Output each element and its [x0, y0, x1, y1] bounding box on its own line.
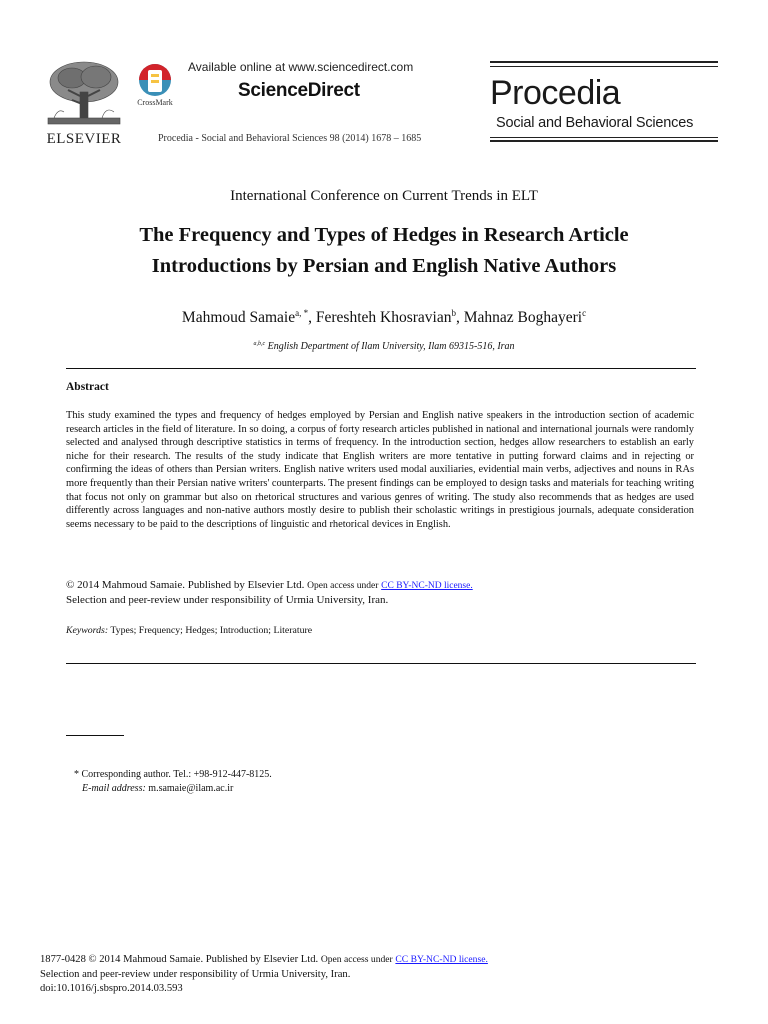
- procedia-bottom-rule-thin: [490, 137, 718, 138]
- divider: [66, 663, 696, 664]
- affiliation-text: English Department of Ilam University, Ilam 69315-516, Iran: [267, 341, 515, 352]
- author-superscript: c: [582, 308, 587, 318]
- paper-title: [60, 220, 708, 282]
- divider: [66, 368, 696, 369]
- procedia-top-rule-thin: [490, 66, 718, 67]
- author-list: [0, 308, 768, 327]
- keywords: [66, 625, 312, 636]
- elsevier-logo: [42, 60, 126, 148]
- procedia-bottom-rule: [490, 140, 718, 142]
- footer-doi[interactable]: doi:10.1016/j.sbspro.2014.03.593: [40, 983, 183, 994]
- footer-open-access: Open access under: [320, 954, 393, 965]
- abstract-heading: Abstract: [66, 381, 109, 393]
- copyright-text: © 2014 Mahmoud Samaie. Published by Elsevier Ltd.: [66, 579, 305, 591]
- author-separator: ,: [308, 309, 316, 326]
- abstract-copyright: [66, 578, 473, 607]
- author-separator: ,: [455, 309, 464, 326]
- procedia-subtitle: Social and Behavioral Sciences: [496, 115, 694, 131]
- keywords-label: Keywords:: [66, 625, 109, 636]
- crossmark-icon: [131, 62, 179, 102]
- corresponding-author-phone: * Corresponding author. Tel.: +98-912-447-8125.: [74, 769, 272, 780]
- footer-license-link[interactable]: CC BY-NC-ND license.: [395, 954, 488, 965]
- page-footer: [40, 953, 488, 997]
- procedia-title: Procedia: [490, 74, 621, 112]
- elsevier-wordmark: ELSEVIER: [46, 131, 122, 147]
- footer-issn-copyright: 1877-0428 © 2014 Mahmoud Samaie. Published by Elsevier Ltd.: [40, 954, 319, 965]
- paper-title-line-2: Introductions by Persian and English Native Authors: [151, 255, 617, 277]
- corresponding-author: [74, 768, 272, 795]
- affiliation: [0, 341, 768, 352]
- procedia-logo: [490, 61, 718, 143]
- author-name: Mahmoud Samaie: [181, 309, 296, 326]
- elsevier-tree-icon: [42, 60, 126, 130]
- crossmark-label: CrossMark: [137, 98, 173, 107]
- open-access-text: Open access under: [307, 581, 379, 591]
- journal-citation: Procedia - Social and Behavioral Sciences 98 (2014) 1678 – 1685: [158, 133, 422, 144]
- sciencedirect-logo: ScienceDirect: [238, 80, 360, 101]
- footer-peer-review: Selection and peer-review under responsibility of Urmia University, Iran.: [40, 968, 351, 980]
- email-label: E-mail address:: [82, 782, 146, 794]
- author-superscript: a, *: [295, 308, 309, 318]
- conference-name: International Conference on Current Trends in ELT: [230, 188, 538, 204]
- procedia-top-rule: [490, 61, 718, 63]
- abstract-text: This study examined the types and frequency of hedges employed by Persian and English native speakers in the introduction section of academic research articles in the field of literature. In so doing, a corpus of forty research articles published in national and international journals were randomly selected and analysed through descriptive statistics in terms of frequency. In the introduction section, hedges allow researchers to establish an early niche for their research. The results of the study indicate that English writers are more tentative in putting forward claims and in rejecting or confirming the ideas of others than Persian writers. English native writers used modal auxiliaries, evidential main verbs, adjectives and nouns in RAs more frequently than their Persian native writers' counterparts. The present findings can be employed to design tasks and materials for teaching writing that focus not only on grammar but also on rhetorical structures and various genres of writing. The study also recommends that as hedges are used differently across languages and non-native authors mostly desire to publish their scholastic writings in prestigious journals, adequate consideration seems necessary to be paid to the descriptions of linguistic and rhetorical devices in English.: [66, 410, 694, 530]
- author-name: Fereshteh Khosravian: [315, 309, 452, 326]
- peer-review-text: Selection and peer-review under responsibility of Urmia University, Iran.: [66, 594, 389, 606]
- license-link[interactable]: CC BY-NC-ND license.: [381, 581, 473, 591]
- footnote-rule: [66, 735, 124, 736]
- paper-title-line-1: The Frequency and Types of Hedges in Research Article: [139, 224, 629, 246]
- author-name: Mahnaz Boghayeri: [463, 309, 583, 326]
- email-address[interactable]: m.samaie@ilam.ac.ir: [148, 782, 234, 794]
- keywords-text: Types; Frequency; Hedges; Introduction; Literature: [110, 625, 313, 636]
- affiliation-superscript: a,b,c: [253, 341, 266, 347]
- author-superscript: b: [451, 308, 456, 318]
- available-online-text: Available online at www.sciencedirect.com: [188, 60, 414, 74]
